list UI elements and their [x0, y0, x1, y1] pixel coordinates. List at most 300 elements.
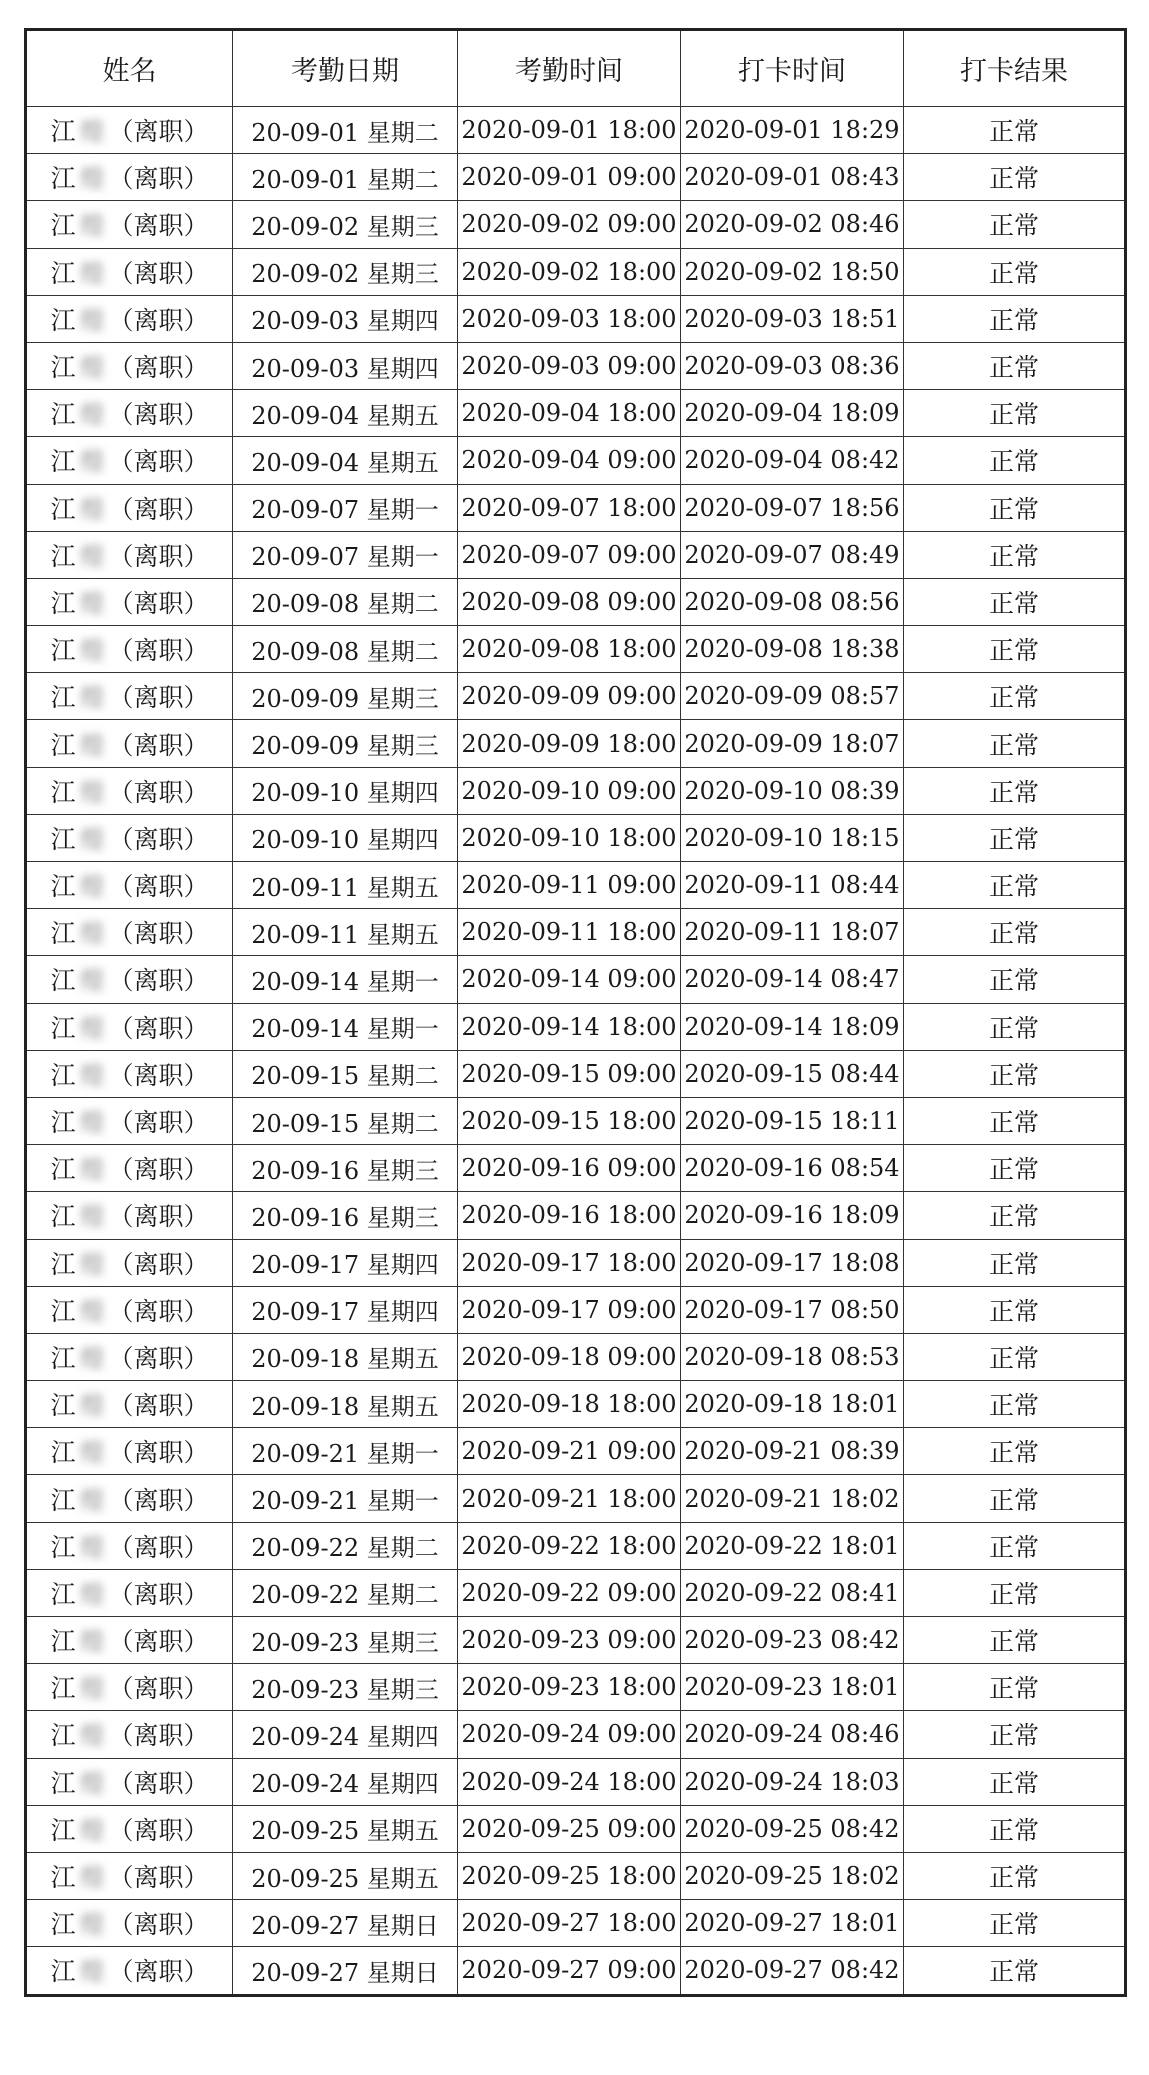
- cell-attendance-date: 20-09-08 星期二: [233, 626, 458, 673]
- name-redacted: 煌: [79, 1815, 105, 1845]
- cell-attendance-time: 2020-09-27 09:00: [458, 1947, 681, 1995]
- name-given: 江: [50, 1627, 76, 1657]
- table-row: [26, 484, 1126, 531]
- cell-punch-result: 正常: [904, 1758, 1126, 1805]
- name-given: 江: [50, 305, 76, 335]
- cell-punch-time: 2020-09-09 08:57: [681, 673, 904, 720]
- employment-status: （离职）: [108, 117, 209, 147]
- cell-attendance-time: 2020-09-09 09:00: [458, 673, 681, 720]
- employment-status: （离职）: [108, 1108, 209, 1138]
- name-given: 江: [50, 1532, 76, 1562]
- employment-status: （离职）: [108, 1627, 209, 1657]
- cell-punch-result: 正常: [904, 1050, 1126, 1097]
- name-redacted: 煌: [79, 353, 105, 383]
- cell-punch-result: 正常: [904, 1239, 1126, 1286]
- table-row: [26, 767, 1126, 814]
- employment-status: （离职）: [108, 1721, 209, 1751]
- cell-punch-time: 2020-09-25 18:02: [681, 1852, 904, 1899]
- cell-attendance-date: 20-09-16 星期三: [233, 1145, 458, 1192]
- cell-name: [26, 909, 233, 956]
- table-header: [26, 30, 1126, 107]
- cell-attendance-date: 20-09-10 星期四: [233, 767, 458, 814]
- name-redacted: 煌: [79, 1202, 105, 1232]
- name-redacted: 煌: [79, 636, 105, 666]
- cell-punch-time: 2020-09-27 18:01: [681, 1900, 904, 1947]
- name-given: 江: [50, 919, 76, 949]
- cell-name: [26, 484, 233, 531]
- cell-attendance-time: 2020-09-07 09:00: [458, 531, 681, 578]
- cell-punch-time: 2020-09-18 18:01: [681, 1381, 904, 1428]
- cell-punch-result: 正常: [904, 1003, 1126, 1050]
- cell-name: [26, 1522, 233, 1569]
- cell-punch-time: 2020-09-16 18:09: [681, 1192, 904, 1239]
- table-row: [26, 578, 1126, 625]
- name-redacted: 煌: [79, 1485, 105, 1515]
- table-body: [26, 107, 1126, 1996]
- cell-name: [26, 1381, 233, 1428]
- cell-attendance-date: 20-09-18 星期五: [233, 1333, 458, 1380]
- table-row: [26, 720, 1126, 767]
- table-row: [26, 1805, 1126, 1852]
- cell-name: [26, 1192, 233, 1239]
- cell-punch-result: 正常: [904, 1569, 1126, 1616]
- cell-attendance-date: 20-09-21 星期一: [233, 1475, 458, 1522]
- cell-attendance-date: 20-09-07 星期一: [233, 531, 458, 578]
- table-row: [26, 342, 1126, 389]
- name-redacted: 煌: [79, 1579, 105, 1609]
- cell-attendance-time: 2020-09-04 09:00: [458, 437, 681, 484]
- cell-name: [26, 1664, 233, 1711]
- cell-punch-time: 2020-09-02 18:50: [681, 248, 904, 295]
- name-given: 江: [50, 1910, 76, 1940]
- table-row: [26, 1286, 1126, 1333]
- cell-punch-result: 正常: [904, 1145, 1126, 1192]
- cell-attendance-date: 20-09-03 星期四: [233, 295, 458, 342]
- cell-attendance-date: 20-09-07 星期一: [233, 484, 458, 531]
- name-given: 江: [50, 1721, 76, 1751]
- table-row: [26, 201, 1126, 248]
- cell-name: [26, 1947, 233, 1995]
- employment-status: （离职）: [108, 872, 209, 902]
- cell-name: [26, 1617, 233, 1664]
- table-row: [26, 909, 1126, 956]
- cell-punch-time: 2020-09-15 08:44: [681, 1050, 904, 1097]
- cell-attendance-time: 2020-09-16 09:00: [458, 1145, 681, 1192]
- cell-punch-result: 正常: [904, 814, 1126, 861]
- employment-status: （离职）: [108, 824, 209, 854]
- cell-attendance-date: 20-09-09 星期三: [233, 720, 458, 767]
- cell-attendance-date: 20-09-17 星期四: [233, 1286, 458, 1333]
- cell-punch-result: 正常: [904, 248, 1126, 295]
- cell-punch-time: 2020-09-22 18:01: [681, 1522, 904, 1569]
- cell-attendance-time: 2020-09-11 18:00: [458, 909, 681, 956]
- cell-punch-time: 2020-09-14 18:09: [681, 1003, 904, 1050]
- cell-name: [26, 1333, 233, 1380]
- cell-punch-time: 2020-09-21 08:39: [681, 1428, 904, 1475]
- cell-attendance-time: 2020-09-08 18:00: [458, 626, 681, 673]
- employment-status: （离职）: [108, 777, 209, 807]
- cell-attendance-date: 20-09-04 星期五: [233, 437, 458, 484]
- table-row: [26, 1428, 1126, 1475]
- cell-attendance-date: 20-09-16 星期三: [233, 1192, 458, 1239]
- cell-punch-result: 正常: [904, 1522, 1126, 1569]
- header-attendance-time: 考勤时间: [458, 30, 681, 107]
- cell-attendance-date: 20-09-21 星期一: [233, 1428, 458, 1475]
- employment-status: （离职）: [108, 1674, 209, 1704]
- cell-attendance-time: 2020-09-11 09:00: [458, 862, 681, 909]
- cell-name: [26, 1145, 233, 1192]
- employment-status: （离职）: [108, 541, 209, 571]
- table-row: [26, 154, 1126, 201]
- cell-punch-result: 正常: [904, 767, 1126, 814]
- name-given: 江: [50, 117, 76, 147]
- name-redacted: 煌: [79, 1391, 105, 1421]
- cell-name: [26, 767, 233, 814]
- employment-status: （离职）: [108, 1863, 209, 1893]
- cell-name: [26, 201, 233, 248]
- employment-status: （离职）: [108, 1202, 209, 1232]
- cell-name: [26, 1758, 233, 1805]
- name-redacted: 煌: [79, 1343, 105, 1373]
- name-given: 江: [50, 1438, 76, 1468]
- name-redacted: 煌: [79, 117, 105, 147]
- cell-punch-result: 正常: [904, 484, 1126, 531]
- name-given: 江: [50, 1957, 76, 1987]
- name-given: 江: [50, 494, 76, 524]
- cell-name: [26, 295, 233, 342]
- cell-attendance-date: 20-09-03 星期四: [233, 342, 458, 389]
- name-given: 江: [50, 1391, 76, 1421]
- cell-attendance-date: 20-09-14 星期一: [233, 1003, 458, 1050]
- cell-punch-time: 2020-09-24 18:03: [681, 1758, 904, 1805]
- cell-punch-time: 2020-09-02 08:46: [681, 201, 904, 248]
- cell-attendance-date: 20-09-11 星期五: [233, 909, 458, 956]
- cell-punch-result: 正常: [904, 1097, 1126, 1144]
- table-row: [26, 1475, 1126, 1522]
- cell-name: [26, 814, 233, 861]
- name-given: 江: [50, 353, 76, 383]
- cell-attendance-time: 2020-09-23 18:00: [458, 1664, 681, 1711]
- cell-punch-time: 2020-09-09 18:07: [681, 720, 904, 767]
- cell-punch-result: 正常: [904, 720, 1126, 767]
- cell-punch-time: 2020-09-10 18:15: [681, 814, 904, 861]
- name-redacted: 煌: [79, 1957, 105, 1987]
- table-row: [26, 956, 1126, 1003]
- cell-punch-result: 正常: [904, 578, 1126, 625]
- cell-attendance-date: 20-09-27 星期日: [233, 1947, 458, 1995]
- cell-attendance-date: 20-09-01 星期二: [233, 107, 458, 154]
- table-row: [26, 1333, 1126, 1380]
- name-redacted: 煌: [79, 164, 105, 194]
- cell-punch-time: 2020-09-11 18:07: [681, 909, 904, 956]
- name-redacted: 煌: [79, 541, 105, 571]
- cell-punch-time: 2020-09-16 08:54: [681, 1145, 904, 1192]
- cell-attendance-time: 2020-09-22 18:00: [458, 1522, 681, 1569]
- cell-attendance-date: 20-09-15 星期二: [233, 1097, 458, 1144]
- name-redacted: 煌: [79, 1674, 105, 1704]
- name-redacted: 煌: [79, 305, 105, 335]
- cell-punch-time: 2020-09-04 08:42: [681, 437, 904, 484]
- cell-punch-result: 正常: [904, 531, 1126, 578]
- cell-name: [26, 956, 233, 1003]
- cell-name: [26, 1805, 233, 1852]
- cell-punch-result: 正常: [904, 626, 1126, 673]
- cell-attendance-date: 20-09-10 星期四: [233, 814, 458, 861]
- cell-name: [26, 720, 233, 767]
- cell-punch-result: 正常: [904, 862, 1126, 909]
- cell-punch-time: 2020-09-17 18:08: [681, 1239, 904, 1286]
- cell-punch-time: 2020-09-27 08:42: [681, 1947, 904, 1995]
- table-row: [26, 1522, 1126, 1569]
- employment-status: （离职）: [108, 1910, 209, 1940]
- name-given: 江: [50, 1060, 76, 1090]
- cell-attendance-date: 20-09-02 星期三: [233, 248, 458, 295]
- attendance-table: [24, 28, 1127, 1997]
- name-redacted: 煌: [79, 966, 105, 996]
- employment-status: （离职）: [108, 353, 209, 383]
- cell-punch-result: 正常: [904, 107, 1126, 154]
- table-row: [26, 1852, 1126, 1899]
- name-redacted: 煌: [79, 1013, 105, 1043]
- table-row: [26, 1758, 1126, 1805]
- cell-attendance-date: 20-09-24 星期四: [233, 1711, 458, 1758]
- cell-attendance-date: 20-09-23 星期三: [233, 1664, 458, 1711]
- cell-attendance-time: 2020-09-17 09:00: [458, 1286, 681, 1333]
- cell-name: [26, 578, 233, 625]
- cell-name: [26, 1003, 233, 1050]
- name-given: 江: [50, 588, 76, 618]
- name-redacted: 煌: [79, 777, 105, 807]
- name-given: 江: [50, 164, 76, 194]
- table-row: [26, 1239, 1126, 1286]
- cell-attendance-date: 20-09-09 星期三: [233, 673, 458, 720]
- table-row: [26, 1900, 1126, 1947]
- name-redacted: 煌: [79, 1768, 105, 1798]
- cell-punch-result: 正常: [904, 437, 1126, 484]
- cell-attendance-date: 20-09-02 星期三: [233, 201, 458, 248]
- header-punch-result: 打卡结果: [904, 30, 1126, 107]
- cell-attendance-time: 2020-09-09 18:00: [458, 720, 681, 767]
- cell-name: [26, 1569, 233, 1616]
- cell-attendance-date: 20-09-15 星期二: [233, 1050, 458, 1097]
- cell-attendance-time: 2020-09-14 18:00: [458, 1003, 681, 1050]
- name-given: 江: [50, 447, 76, 477]
- table-row: [26, 1192, 1126, 1239]
- cell-name: [26, 154, 233, 201]
- cell-attendance-time: 2020-09-04 18:00: [458, 390, 681, 437]
- name-given: 江: [50, 1579, 76, 1609]
- cell-punch-result: 正常: [904, 1333, 1126, 1380]
- cell-attendance-time: 2020-09-15 18:00: [458, 1097, 681, 1144]
- name-given: 江: [50, 211, 76, 241]
- header-punch-time: 打卡时间: [681, 30, 904, 107]
- cell-attendance-time: 2020-09-23 09:00: [458, 1617, 681, 1664]
- employment-status: （离职）: [108, 1579, 209, 1609]
- cell-punch-result: 正常: [904, 1664, 1126, 1711]
- employment-status: （离职）: [108, 636, 209, 666]
- name-given: 江: [50, 1013, 76, 1043]
- cell-attendance-time: 2020-09-24 09:00: [458, 1711, 681, 1758]
- employment-status: （离职）: [108, 305, 209, 335]
- cell-attendance-time: 2020-09-01 18:00: [458, 107, 681, 154]
- cell-attendance-date: 20-09-01 星期二: [233, 154, 458, 201]
- cell-punch-time: 2020-09-07 18:56: [681, 484, 904, 531]
- employment-status: （离职）: [108, 1013, 209, 1043]
- cell-name: [26, 390, 233, 437]
- cell-punch-result: 正常: [904, 1805, 1126, 1852]
- cell-punch-time: 2020-09-21 18:02: [681, 1475, 904, 1522]
- cell-attendance-time: 2020-09-22 09:00: [458, 1569, 681, 1616]
- employment-status: （离职）: [108, 683, 209, 713]
- cell-punch-time: 2020-09-24 08:46: [681, 1711, 904, 1758]
- cell-attendance-time: 2020-09-18 18:00: [458, 1381, 681, 1428]
- table-row: [26, 437, 1126, 484]
- cell-punch-time: 2020-09-11 08:44: [681, 862, 904, 909]
- cell-punch-time: 2020-09-08 08:56: [681, 578, 904, 625]
- employment-status: （离职）: [108, 1155, 209, 1185]
- cell-punch-result: 正常: [904, 342, 1126, 389]
- cell-attendance-date: 20-09-04 星期五: [233, 390, 458, 437]
- employment-status: （离职）: [108, 494, 209, 524]
- employment-status: （离职）: [108, 258, 209, 288]
- name-given: 江: [50, 636, 76, 666]
- table-row: [26, 862, 1126, 909]
- name-given: 江: [50, 1674, 76, 1704]
- cell-punch-result: 正常: [904, 390, 1126, 437]
- name-redacted: 煌: [79, 1863, 105, 1893]
- cell-punch-time: 2020-09-04 18:09: [681, 390, 904, 437]
- employment-status: （离职）: [108, 1768, 209, 1798]
- name-given: 江: [50, 1768, 76, 1798]
- cell-punch-time: 2020-09-25 08:42: [681, 1805, 904, 1852]
- cell-name: [26, 1711, 233, 1758]
- employment-status: （离职）: [108, 1815, 209, 1845]
- cell-attendance-time: 2020-09-10 18:00: [458, 814, 681, 861]
- cell-name: [26, 1475, 233, 1522]
- employment-status: （离职）: [108, 164, 209, 194]
- employment-status: （离职）: [108, 966, 209, 996]
- name-given: 江: [50, 1249, 76, 1279]
- cell-punch-result: 正常: [904, 1475, 1126, 1522]
- cell-punch-result: 正常: [904, 295, 1126, 342]
- cell-name: [26, 248, 233, 295]
- cell-attendance-date: 20-09-17 星期四: [233, 1239, 458, 1286]
- cell-attendance-date: 20-09-27 星期日: [233, 1900, 458, 1947]
- cell-punch-result: 正常: [904, 1711, 1126, 1758]
- cell-attendance-date: 20-09-18 星期五: [233, 1381, 458, 1428]
- cell-attendance-date: 20-09-14 星期一: [233, 956, 458, 1003]
- cell-attendance-time: 2020-09-21 18:00: [458, 1475, 681, 1522]
- name-given: 江: [50, 1296, 76, 1326]
- cell-attendance-date: 20-09-11 星期五: [233, 862, 458, 909]
- name-redacted: 煌: [79, 1532, 105, 1562]
- cell-punch-result: 正常: [904, 154, 1126, 201]
- cell-name: [26, 673, 233, 720]
- name-given: 江: [50, 1155, 76, 1185]
- cell-name: [26, 1428, 233, 1475]
- cell-punch-result: 正常: [904, 673, 1126, 720]
- cell-name: [26, 107, 233, 154]
- cell-attendance-date: 20-09-25 星期五: [233, 1852, 458, 1899]
- cell-attendance-date: 20-09-23 星期三: [233, 1617, 458, 1664]
- name-redacted: 煌: [79, 730, 105, 760]
- cell-name: [26, 1097, 233, 1144]
- name-redacted: 煌: [79, 1249, 105, 1279]
- name-given: 江: [50, 1108, 76, 1138]
- employment-status: （离职）: [108, 1957, 209, 1987]
- table-row: [26, 1381, 1126, 1428]
- cell-punch-result: 正常: [904, 956, 1126, 1003]
- name-given: 江: [50, 541, 76, 571]
- cell-name: [26, 1286, 233, 1333]
- cell-punch-time: 2020-09-17 08:50: [681, 1286, 904, 1333]
- cell-punch-time: 2020-09-18 08:53: [681, 1333, 904, 1380]
- cell-punch-result: 正常: [904, 201, 1126, 248]
- cell-attendance-time: 2020-09-07 18:00: [458, 484, 681, 531]
- cell-punch-time: 2020-09-15 18:11: [681, 1097, 904, 1144]
- attendance-sheet: [24, 28, 1124, 1997]
- name-given: 江: [50, 1863, 76, 1893]
- name-given: 江: [50, 400, 76, 430]
- cell-punch-time: 2020-09-23 18:01: [681, 1664, 904, 1711]
- name-redacted: 煌: [79, 824, 105, 854]
- name-redacted: 煌: [79, 588, 105, 618]
- cell-attendance-date: 20-09-25 星期五: [233, 1805, 458, 1852]
- table-row: [26, 248, 1126, 295]
- cell-name: [26, 626, 233, 673]
- cell-punch-time: 2020-09-22 08:41: [681, 1569, 904, 1616]
- cell-attendance-time: 2020-09-24 18:00: [458, 1758, 681, 1805]
- employment-status: （离职）: [108, 400, 209, 430]
- cell-name: [26, 1050, 233, 1097]
- name-redacted: 煌: [79, 1108, 105, 1138]
- name-given: 江: [50, 777, 76, 807]
- cell-attendance-time: 2020-09-10 09:00: [458, 767, 681, 814]
- cell-attendance-time: 2020-09-21 09:00: [458, 1428, 681, 1475]
- employment-status: （离职）: [108, 1438, 209, 1468]
- table-row: [26, 1003, 1126, 1050]
- name-redacted: 煌: [79, 1627, 105, 1657]
- cell-attendance-time: 2020-09-02 18:00: [458, 248, 681, 295]
- employment-status: （离职）: [108, 1391, 209, 1421]
- cell-attendance-date: 20-09-22 星期二: [233, 1522, 458, 1569]
- cell-name: [26, 862, 233, 909]
- cell-punch-result: 正常: [904, 1286, 1126, 1333]
- table-row: [26, 673, 1126, 720]
- cell-attendance-time: 2020-09-03 09:00: [458, 342, 681, 389]
- name-given: 江: [50, 1485, 76, 1515]
- cell-punch-result: 正常: [904, 1852, 1126, 1899]
- name-given: 江: [50, 966, 76, 996]
- cell-name: [26, 437, 233, 484]
- name-given: 江: [50, 1815, 76, 1845]
- cell-punch-result: 正常: [904, 909, 1126, 956]
- cell-attendance-time: 2020-09-15 09:00: [458, 1050, 681, 1097]
- header-name: 姓名: [26, 30, 233, 107]
- name-redacted: 煌: [79, 494, 105, 524]
- cell-punch-result: 正常: [904, 1192, 1126, 1239]
- name-redacted: 煌: [79, 919, 105, 949]
- table-row: [26, 1947, 1126, 1995]
- table-row: [26, 1097, 1126, 1144]
- cell-punch-time: 2020-09-10 08:39: [681, 767, 904, 814]
- cell-punch-time: 2020-09-01 18:29: [681, 107, 904, 154]
- header-row: [26, 30, 1126, 107]
- table-row: [26, 1145, 1126, 1192]
- table-row: [26, 1617, 1126, 1664]
- name-redacted: 煌: [79, 1910, 105, 1940]
- name-given: 江: [50, 258, 76, 288]
